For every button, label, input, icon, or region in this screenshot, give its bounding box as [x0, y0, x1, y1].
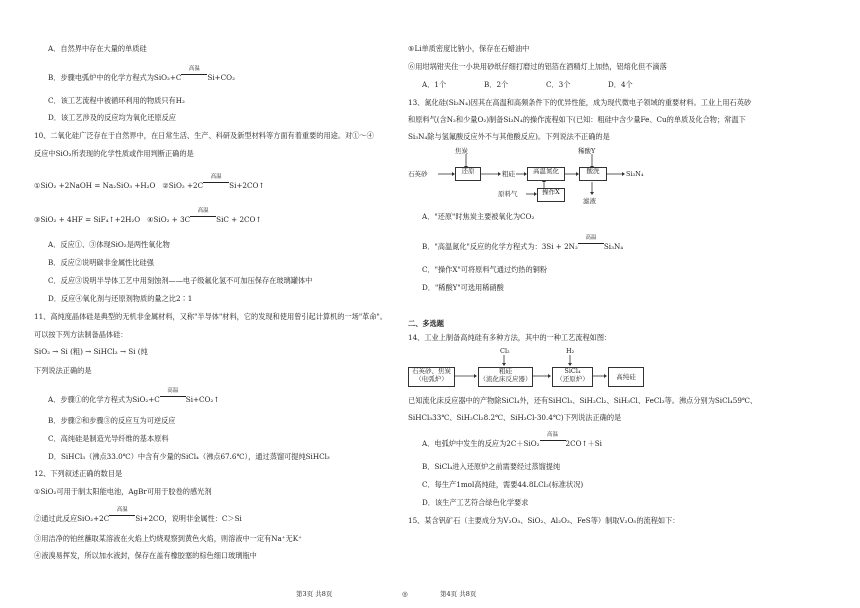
label-acid-y: 稀酸Y [578, 147, 596, 155]
q14-option-b: B．SiCl₄进入还原炉之前需要经过蒸馏提纯 [422, 462, 561, 471]
label-product: Si₃N₄ [626, 170, 644, 178]
q9-option-b-tail: Si+CO₂ [207, 73, 235, 82]
box-pickle: 酸洗 [579, 167, 607, 181]
q12-item-5: ⑤Li单质密度比钠小，保存在石蜡油中 [408, 44, 530, 53]
q14-option-a [408, 432, 602, 449]
q13-option-b [408, 235, 624, 252]
q12-item-6: ⑥用坩埚钳夹住一小块用砂纸仔细打磨过的铝箔在酒精灯上加热，铝熔化但不滴落 [408, 62, 667, 71]
box-nitride: 高温氮化 [527, 167, 565, 181]
si3n4-process-diagram [408, 146, 644, 208]
q10-reaction-2-tail: Si+2CO↑ [229, 181, 265, 190]
q12-item-4: ④液溴易挥发，所以加水液封，保存在盖有橡胶塞的棕色细口玻璃瓶中 [34, 551, 257, 560]
q14-info-line1: 已知流化床反应器中的产物除SiCl₄外，还有SiHCl₃、SiH₂Cl₂、SiH₃Cl、FeCl₃等。沸点分别为SiCl₄59℃、 [408, 396, 758, 405]
q9-option-b-text: B．步骤电弧炉中的化学方程式为SiO₂+C [48, 73, 182, 82]
q12-item-1: ①SiO₂可用于制太阳能电池，AgBr可用于胶卷的感光剂 [34, 487, 212, 496]
q14-option-a-tail: 2CO↑＋Si [565, 439, 602, 448]
q13-stem-line1: 13、氮化硅(Si₃N₄)因其在高温和高频条件下的优异性能，成为现代微电子领域的重要材料。工业上用石英砂 [408, 98, 752, 107]
label-crude-si: 粗硅 [502, 170, 515, 178]
q11-option-a [34, 388, 220, 405]
condition-label: 高温 [116, 507, 128, 513]
q10-option-b: B．反应②说明碳非金属性比硅强 [48, 258, 154, 267]
box-operation-x: 操作X [537, 188, 565, 202]
q13-stem-line3: Si₃N₄除与氢氟酸反应外不与其他酸反应)。下列说法不正确的是 [408, 132, 610, 141]
q12-item-2 [34, 507, 242, 524]
box-fluid-bed-line1: 粗硅 [499, 367, 512, 375]
q9-option-a: A．自然界中存在大量的单质硅 [48, 44, 147, 53]
box-arc-furnace [408, 367, 455, 387]
box-pure-si: 高纯硅 [608, 367, 644, 387]
q10-reaction-4-tail: SiC + 2CO↑ [216, 215, 262, 224]
condition-label: 高温 [210, 174, 222, 180]
q11-stem-line2: 可以按下列方法制备晶体硅： [34, 330, 128, 339]
q13-option-b-tail: Si₃N₄ [603, 242, 624, 251]
condition-label: 高温 [585, 235, 597, 241]
label-h2: H₂ [566, 347, 575, 355]
condition-label: 高温 [167, 388, 179, 394]
q11-option-a-tail: Si+CO₂↑ [185, 395, 220, 404]
label-coke: 焦炭 [455, 147, 468, 155]
label-filtrate: 滤液 [583, 197, 596, 205]
q9-option-d: D．该工艺涉及的反应均为氧化还原反应 [48, 113, 176, 122]
section-multiple-choice: 二、多选题 [408, 319, 444, 328]
label-feed-gas: 原料气 [498, 190, 518, 198]
q12-options [408, 80, 633, 90]
page-footer-left: 第3页 共8页 [296, 590, 333, 598]
condition-arrow [109, 507, 135, 521]
q12-item-2-text: ②通过此反应SiO₂+2C [34, 514, 110, 523]
q10-option-a: A．反应①、③体现SiO₂是两性氧化物 [48, 240, 170, 249]
q10-reaction-1: ①SiO₂ +2NaOH = Na₂SiO₃ +H₂O [34, 181, 156, 190]
box-reduce: 还原 [455, 167, 481, 181]
q9-option-c: C．该工艺流程中被循环利用的物质只有H₂ [48, 96, 185, 105]
center-mark: ◎ [402, 590, 408, 598]
label-cl2: Cl₂ [500, 347, 510, 355]
condition-label: 高温 [188, 66, 200, 72]
q12-option-c: C．3个 [546, 80, 571, 89]
label-quartz: 石英砂 [408, 170, 428, 178]
q11-stem-line3: 下列说法正确的是 [34, 366, 92, 375]
box-fluid-bed-line2: （流化床反应器） [479, 374, 532, 383]
q10-stem-line1: 10、二氧化硅广泛存在于自然界中，在日常生活、生产、科研及新型材料等方面有着重要的用途。对①～④ [34, 131, 374, 140]
q14-stem: 14、工业上制备高纯硅有多种方法，其中的一种工艺流程如图： [408, 333, 612, 342]
q13-stem-line2: 和原料气(含N₂和少量O₂)制备Si₃N₄的操作流程如下(已知：粗硅中含少量Fe、Cu的单质及化合物；常温下 [408, 115, 746, 124]
q14-info-line2: SiHCl₃33℃、SiH₂Cl₂8.2℃、SiH₃Cl-30.4℃)下列说法正确的是 [408, 413, 622, 422]
q12-item-2-tail: Si+2CO，说明非金属性：C＞Si [135, 514, 242, 523]
q9-option-b [34, 66, 235, 83]
condition-arrow [578, 235, 604, 249]
box-reduction-furnace-line2: （还原炉） [556, 374, 589, 383]
q10-reaction-1-2 [34, 174, 265, 191]
condition-arrow [540, 432, 566, 446]
q12-option-d: D．4个 [608, 80, 633, 89]
page-footer-right: 第4页 共8页 [440, 590, 477, 598]
box-arc-furnace-line2: （电弧炉） [415, 374, 448, 383]
q10-reaction-3-4 [34, 208, 262, 225]
condition-arrow [181, 66, 207, 80]
q10-reaction-2: ②SiO₂ +2C [162, 181, 204, 190]
q11-option-c: C．高纯硅是制造光导纤维的基本原料 [48, 434, 169, 443]
q10-reaction-4: ④SiO₂ + 3C [147, 215, 191, 224]
q13-option-a: A．"还原"时焦炭主要被氧化为CO₂ [422, 212, 535, 221]
q14-option-d: D．该生产工艺符合绿色化学要求 [422, 498, 529, 507]
q14-option-c: C．每生产1mol高纯硅，需要44.8LCl₂(标准状况) [422, 480, 584, 489]
condition-arrow [203, 174, 229, 188]
condition-arrow [190, 208, 216, 222]
box-fluid-bed [478, 367, 533, 387]
q14-option-a-text: A．电弧炉中发生的反应为2C＋SiO₂ [422, 439, 540, 448]
q10-stem-line2: 反应中SiO₂所表现的化学性质或作用判断正确的是 [34, 149, 194, 158]
q15-stem: 15、某含钒矿石（主要成分为V₂O₃、SiO₂、Al₂O₃、FeS等）制取V₂O₅的流程如下： [408, 516, 680, 525]
q13-option-c: C．"操作X"可将原料气通过灼热的铜粉 [422, 265, 548, 274]
box-arc-furnace-line1: 石英砂、焦炭 [412, 367, 451, 375]
q10-option-c: C．反应③说明半导体工艺中用刻蚀剂——电子级氟化氢不可加压保存在玻璃罐体中 [48, 276, 313, 285]
q11-stem-line1: 11、高纯度晶体硅是典型的无机非金属材料，又称"半导体"材料，它的发现和使用曾引起计算机的一场"革命"。 [34, 312, 387, 321]
condition-label: 高温 [547, 432, 559, 438]
q12-stem: 12、下列叙述正确的数目是 [34, 469, 123, 478]
q12-item-3: ③用洁净的铂丝蘸取某溶液在火焰上灼烧观察到黄色火焰，则溶液中一定有Na⁺无K⁺ [34, 534, 302, 543]
q11-flow: SiO₂ → Si (粗) → SiHCl₃ → Si (纯 [34, 347, 148, 356]
box-reduction-furnace-line1: SiCl₄ [564, 367, 581, 375]
q12-option-a: A．1个 [422, 80, 447, 89]
q13-option-b-text: B．"高温氮化"反应的化学方程式为：3Si + 2N₂ [422, 242, 578, 251]
q11-option-d: D．SiHCl₃（沸点33.0℃）中含有少量的SiCl₄（沸点67.6℃），通过蒸馏可提纯SiHCl₃ [48, 452, 330, 461]
condition-label: 高温 [197, 208, 209, 214]
condition-arrow [160, 388, 186, 402]
q10-reaction-3: ③SiO₂ + 4HF = SiF₄↑+2H₂O [34, 215, 141, 224]
q13-option-d: D．"稀酸Y"可选用稀硝酸 [422, 283, 504, 292]
q10-option-d: D．反应④氧化剂与还原剂物质的量之比2∶1 [48, 294, 193, 303]
q11-option-b: B．步骤②和步骤③的反应互为可逆反应 [48, 416, 176, 425]
hi-purity-si-diagram [408, 346, 648, 390]
q11-option-a-text: A．步骤①的化学方程式为SiO₂+C [48, 395, 160, 404]
box-reduction-furnace [552, 367, 593, 387]
q12-option-b: B．2个 [484, 80, 509, 89]
